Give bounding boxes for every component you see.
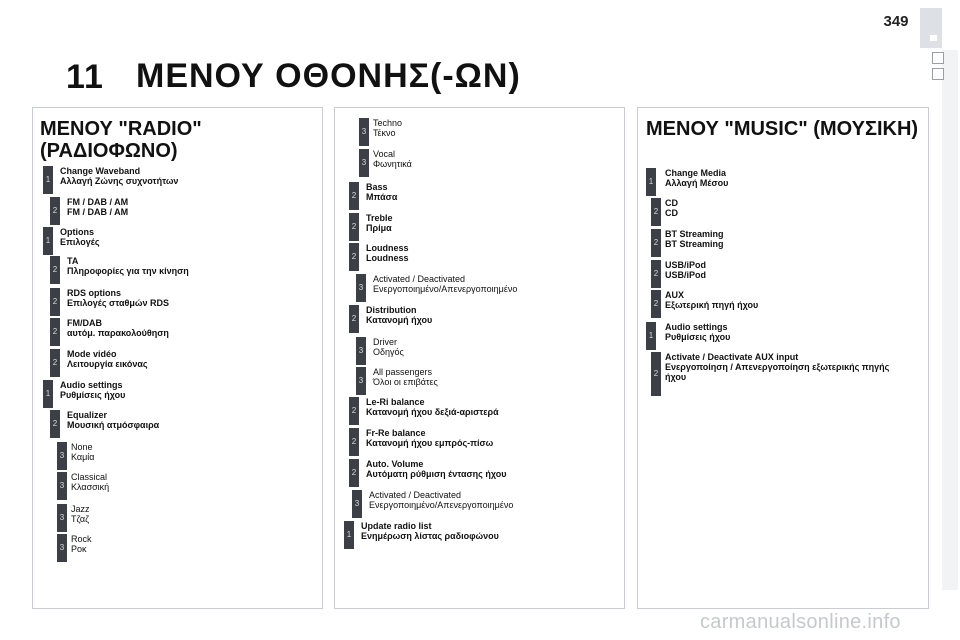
- music-menu-panel: [637, 107, 929, 609]
- item-label: Activated / Deactivated: [369, 490, 462, 500]
- level-badge: 3: [356, 337, 366, 365]
- item-label: Fr-Re balance: [366, 428, 426, 438]
- level-badge: 2: [651, 198, 661, 226]
- level-badge: 3: [356, 274, 366, 302]
- level-badge: 2: [651, 229, 661, 257]
- level-badge: 1: [344, 521, 354, 549]
- item-label: Bass: [366, 182, 388, 192]
- level-badge: 2: [651, 352, 661, 396]
- item-label: Le-Ri balance: [366, 397, 425, 407]
- level-badge: 2: [50, 410, 60, 438]
- item-label-translation: Τέκνο: [373, 128, 396, 138]
- item-label: Vocal: [373, 149, 396, 159]
- item-label-translation: USB/iPod: [665, 270, 707, 280]
- music-panel-title: ΜΕΝΟΥ "MUSIC" (ΜΟΥΣΙΚΗ): [646, 118, 919, 140]
- item-label-translation: Αλλαγή Ζώνης συχνοτήτων: [60, 176, 179, 186]
- item-label-translation: Οδηγός: [373, 347, 404, 357]
- item-label-translation-cont: ήχου: [665, 372, 687, 382]
- level-badge: 1: [43, 380, 53, 408]
- item-label: Rock: [71, 534, 92, 544]
- level-badge: 3: [57, 472, 67, 500]
- level-badge: 3: [359, 118, 369, 146]
- item-label-translation: Πληροφορίες για την κίνηση: [67, 266, 189, 276]
- item-label-translation: Κατανομή ήχου: [366, 315, 433, 325]
- item-label-translation: Επιλογές: [60, 237, 100, 247]
- level-badge: 1: [646, 168, 656, 196]
- side-marker-box: [932, 52, 944, 64]
- radio-title-line2: (ΡΑΔΙΟΦΩΝΟ): [40, 140, 178, 162]
- level-badge: 2: [349, 243, 359, 271]
- item-label: Distribution: [366, 305, 417, 315]
- item-label-translation: Λειτουργία εικόνας: [67, 359, 148, 369]
- level-badge: 2: [651, 260, 661, 288]
- item-label-translation: Όλοι οι επιβάτες: [373, 377, 438, 387]
- item-label: RDS options: [67, 288, 121, 298]
- level-badge: 3: [57, 504, 67, 532]
- radio-panel-title: [40, 118, 202, 162]
- level-badge: 2: [50, 349, 60, 377]
- item-label: Update radio list: [361, 521, 432, 531]
- item-label: Equalizer: [67, 410, 108, 420]
- level-badge: 2: [349, 213, 359, 241]
- item-label-translation: Φωνητικά: [373, 159, 412, 169]
- level-badge: 2: [50, 256, 60, 284]
- item-label: Activate / Deactivate AUX input: [665, 352, 799, 362]
- item-label: FM/DAB: [67, 318, 102, 328]
- item-label: Change Media: [665, 168, 727, 178]
- item-label: USB/iPod: [665, 260, 707, 270]
- item-label-translation: Εξωτερική πηγή ήχου: [665, 300, 759, 310]
- level-badge: 1: [646, 322, 656, 350]
- item-label-translation: Ενεργοποίηση / Απενεργοποίηση εξωτερικής πηγής: [665, 362, 890, 372]
- item-label-translation: Επιλογές σταθμών RDS: [67, 298, 169, 308]
- item-label-translation: Ρυθμίσεις ήχου: [665, 332, 731, 342]
- item-label-translation: Ροκ: [71, 544, 87, 554]
- item-label: Auto. Volume: [366, 459, 424, 469]
- item-label: AUX: [665, 290, 685, 300]
- level-badge: 1: [43, 227, 53, 255]
- item-label-translation: Κατανομή ήχου εμπρός-πίσω: [366, 438, 494, 448]
- level-badge: 2: [349, 305, 359, 333]
- item-label-translation: Αλλαγή Μέσου: [665, 178, 729, 188]
- corner-tab-notch: [930, 35, 937, 41]
- item-label: TA: [67, 256, 79, 266]
- right-margin-bar: [942, 50, 958, 590]
- level-badge: 2: [349, 428, 359, 456]
- item-label-translation: Ενημέρωση λίστας ραδιοφώνου: [361, 531, 499, 541]
- item-label-translation: Μουσική ατμόσφαιρα: [67, 420, 160, 430]
- item-label-translation: Καμία: [71, 452, 95, 462]
- item-label-translation: Ενεργοποιημένο/Απενεργοποιημένο: [369, 500, 514, 510]
- radio-menu-continued-panel: [334, 107, 625, 609]
- level-badge: 1: [43, 166, 53, 194]
- item-label: Options: [60, 227, 94, 237]
- item-label-translation: FM / DAB / AM: [67, 207, 129, 217]
- item-label: Loudness: [366, 243, 409, 253]
- item-label-translation: Μπάσα: [366, 192, 398, 202]
- level-badge: 2: [50, 197, 60, 225]
- item-label: Techno: [373, 118, 403, 128]
- radio-menu-panel: [32, 107, 323, 609]
- radio-title-line1: ΜΕΝΟΥ "RADIO": [40, 118, 202, 140]
- level-badge: 2: [50, 318, 60, 346]
- item-label: Classical: [71, 472, 108, 482]
- item-label: FM / DAB / AM: [67, 197, 129, 207]
- watermark: carmanualsonline.info: [700, 611, 901, 633]
- level-badge: 2: [651, 290, 661, 318]
- item-label: None: [71, 442, 93, 452]
- item-label: Activated / Deactivated: [373, 274, 466, 284]
- item-label-translation: Loudness: [366, 253, 409, 263]
- level-badge: 3: [57, 442, 67, 470]
- item-label-translation: Τζαζ: [71, 514, 90, 524]
- item-label: Mode vidéo: [67, 349, 117, 359]
- item-label: CD: [665, 198, 678, 208]
- item-label-translation: Ενεργοποιημένο/Απενεργοποιημένο: [373, 284, 518, 294]
- chapter-title: ΜΕΝΟΥ ΟΘΟΝΗΣ(-ΩΝ): [136, 57, 521, 95]
- item-label-translation: Κλασσική: [71, 482, 110, 492]
- item-label-translation: αυτόμ. παρακολούθηση: [67, 328, 169, 338]
- item-label: Jazz: [71, 504, 90, 514]
- item-label: Change Waveband: [60, 166, 141, 176]
- item-label-translation: Ρυθμίσεις ήχου: [60, 390, 126, 400]
- level-badge: 2: [349, 397, 359, 425]
- level-badge: 2: [349, 459, 359, 487]
- chapter-number: 11: [66, 58, 104, 96]
- item-label-translation: Κατανομή ήχου δεξιά-αριστερά: [366, 407, 499, 417]
- page-number: 349: [883, 13, 909, 30]
- item-label: Driver: [373, 337, 397, 347]
- item-label: All passengers: [373, 367, 433, 377]
- item-label-translation: Πρίμα: [366, 223, 392, 233]
- item-label-translation: BT Streaming: [665, 239, 724, 249]
- item-label: Treble: [366, 213, 393, 223]
- item-label-translation: Αυτόματη ρύθμιση έντασης ήχου: [366, 469, 507, 479]
- item-label-translation: CD: [665, 208, 678, 218]
- item-label: Audio settings: [60, 380, 123, 390]
- side-marker-box: [932, 68, 944, 80]
- item-label: BT Streaming: [665, 229, 724, 239]
- level-badge: 3: [57, 534, 67, 562]
- level-badge: 2: [349, 182, 359, 210]
- item-label: Audio settings: [665, 322, 728, 332]
- level-badge: 3: [352, 490, 362, 518]
- level-badge: 2: [50, 288, 60, 316]
- level-badge: 3: [359, 149, 369, 177]
- level-badge: 3: [356, 367, 366, 395]
